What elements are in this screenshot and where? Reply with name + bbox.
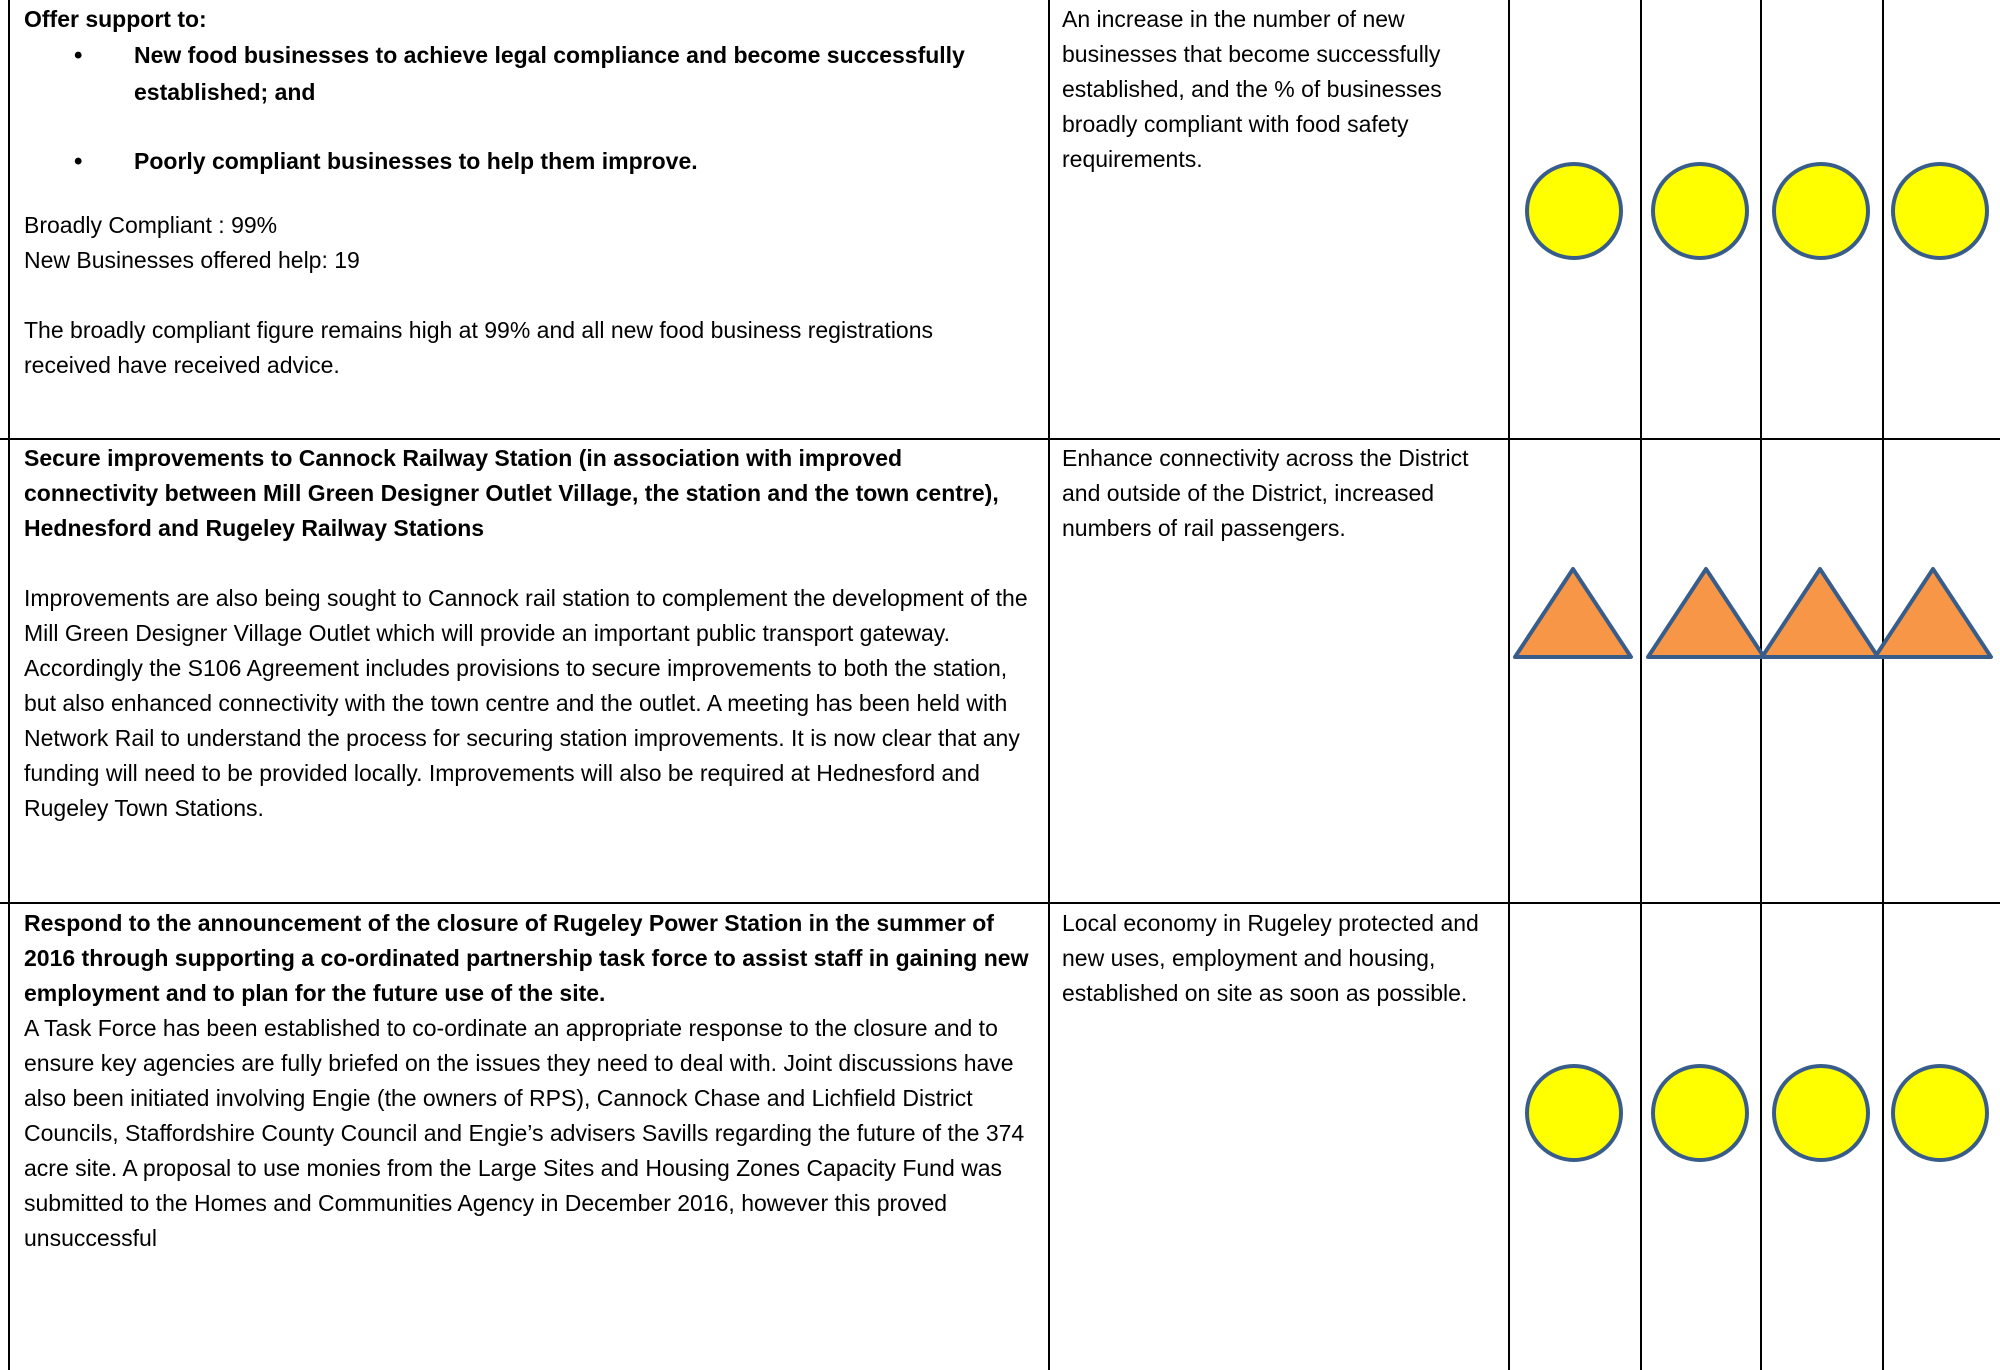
orange-triangle-icon	[1870, 563, 1996, 663]
orange-triangle-icon	[1643, 563, 1769, 663]
list-item: • Poorly compliant businesses to help them improve.	[24, 143, 1034, 180]
yellow-circle-icon	[1766, 1058, 1876, 1168]
table-border-left	[8, 0, 10, 1370]
row-heading: Offer support to:	[24, 6, 207, 32]
yellow-circle-icon	[1885, 156, 1995, 266]
row-outcome: An increase in the number of new businesses that become successfully established, and the % of businesses broadly compliant with food safety requirements.	[1062, 6, 1442, 172]
row-body: Improvements are also being sought to Cannock rail station to complement the development of the Mill Green Designer Village Outlet which will provide an important public transport gateway. Accordingly the S106 Agreement includes provisions to secure improvements to both the station, but also enhanced connectivity with the town centre and the outlet. A meeting has been held with Network Rail to understand the process for securing station improvements. It is now clear that any funding will need to be provided locally. Improvements will also be required at Hednesford and Rugeley Town Stations.	[24, 585, 1028, 821]
table-row-3-objective	[24, 906, 1034, 1256]
column-divider	[1048, 0, 1050, 1370]
orange-triangle-icon	[1757, 563, 1883, 663]
row-outcome: Local economy in Rugeley protected and new uses, employment and housing, established on site as soon as possible.	[1062, 910, 1479, 1006]
row-heading: Secure improvements to Cannock Railway Station (in association with improved connectivity between Mill Green Designer Outlet Village, the station and the town centre), Hednesford and Rugeley Railway Stations	[24, 445, 999, 541]
stat-new-businesses: New Businesses offered help: 19	[24, 247, 360, 273]
row-heading: Respond to the announcement of the closure of Rugeley Power Station in the summer of 2016 through supporting a co-ordinated partnership task force to assist staff in gaining new employment and to plan for the future use of the site.	[24, 910, 1029, 1006]
row-body: A Task Force has been established to co-ordinate an appropriate response to the closure and to ensure key agencies are fully briefed on the issues they need to deal with. Joint discussions have also been initiated involving Engie (the owners of RPS), Cannock Chase and Lichfield District Councils, Staffordshire County Council and Engie’s advisers Savills regarding the future of the 374 acre site. A proposal to use monies from the Large Sites and Housing Zones Capacity Fund was submitted to the Homes and Communities Agency in December 2016, however this proved unsuccessful	[24, 1015, 1025, 1251]
row-body: The broadly compliant figure remains high at 99% and all new food business registrations received have received advice.	[24, 317, 934, 378]
row-outcome: Enhance connectivity across the District and outside of the District, increased numbers of rail passengers.	[1062, 445, 1469, 541]
yellow-circle-icon	[1645, 1058, 1755, 1168]
stat-broadly-compliant: Broadly Compliant : 99%	[24, 212, 278, 238]
table-row-1-outcome	[1062, 2, 1492, 177]
row-divider	[0, 902, 2000, 904]
list-item: • New food businesses to achieve legal compliance and become successfully established; and	[24, 37, 1034, 111]
column-divider	[1640, 0, 1642, 1370]
yellow-circle-icon	[1885, 1058, 1995, 1168]
yellow-circle-icon	[1519, 1058, 1629, 1168]
column-divider	[1508, 0, 1510, 1370]
bullet-list	[24, 37, 1034, 180]
yellow-circle-icon	[1766, 156, 1876, 266]
table-row-3-outcome	[1062, 906, 1492, 1011]
orange-triangle-icon	[1510, 563, 1636, 663]
table-row-2-objective	[24, 441, 1034, 826]
column-divider	[1760, 0, 1762, 1370]
table-row-2-outcome	[1062, 441, 1492, 546]
yellow-circle-icon	[1519, 156, 1629, 266]
column-divider	[1882, 0, 1884, 1370]
yellow-circle-icon	[1645, 156, 1755, 266]
row-divider	[0, 438, 2000, 440]
table-row-1-objective	[24, 2, 1034, 383]
